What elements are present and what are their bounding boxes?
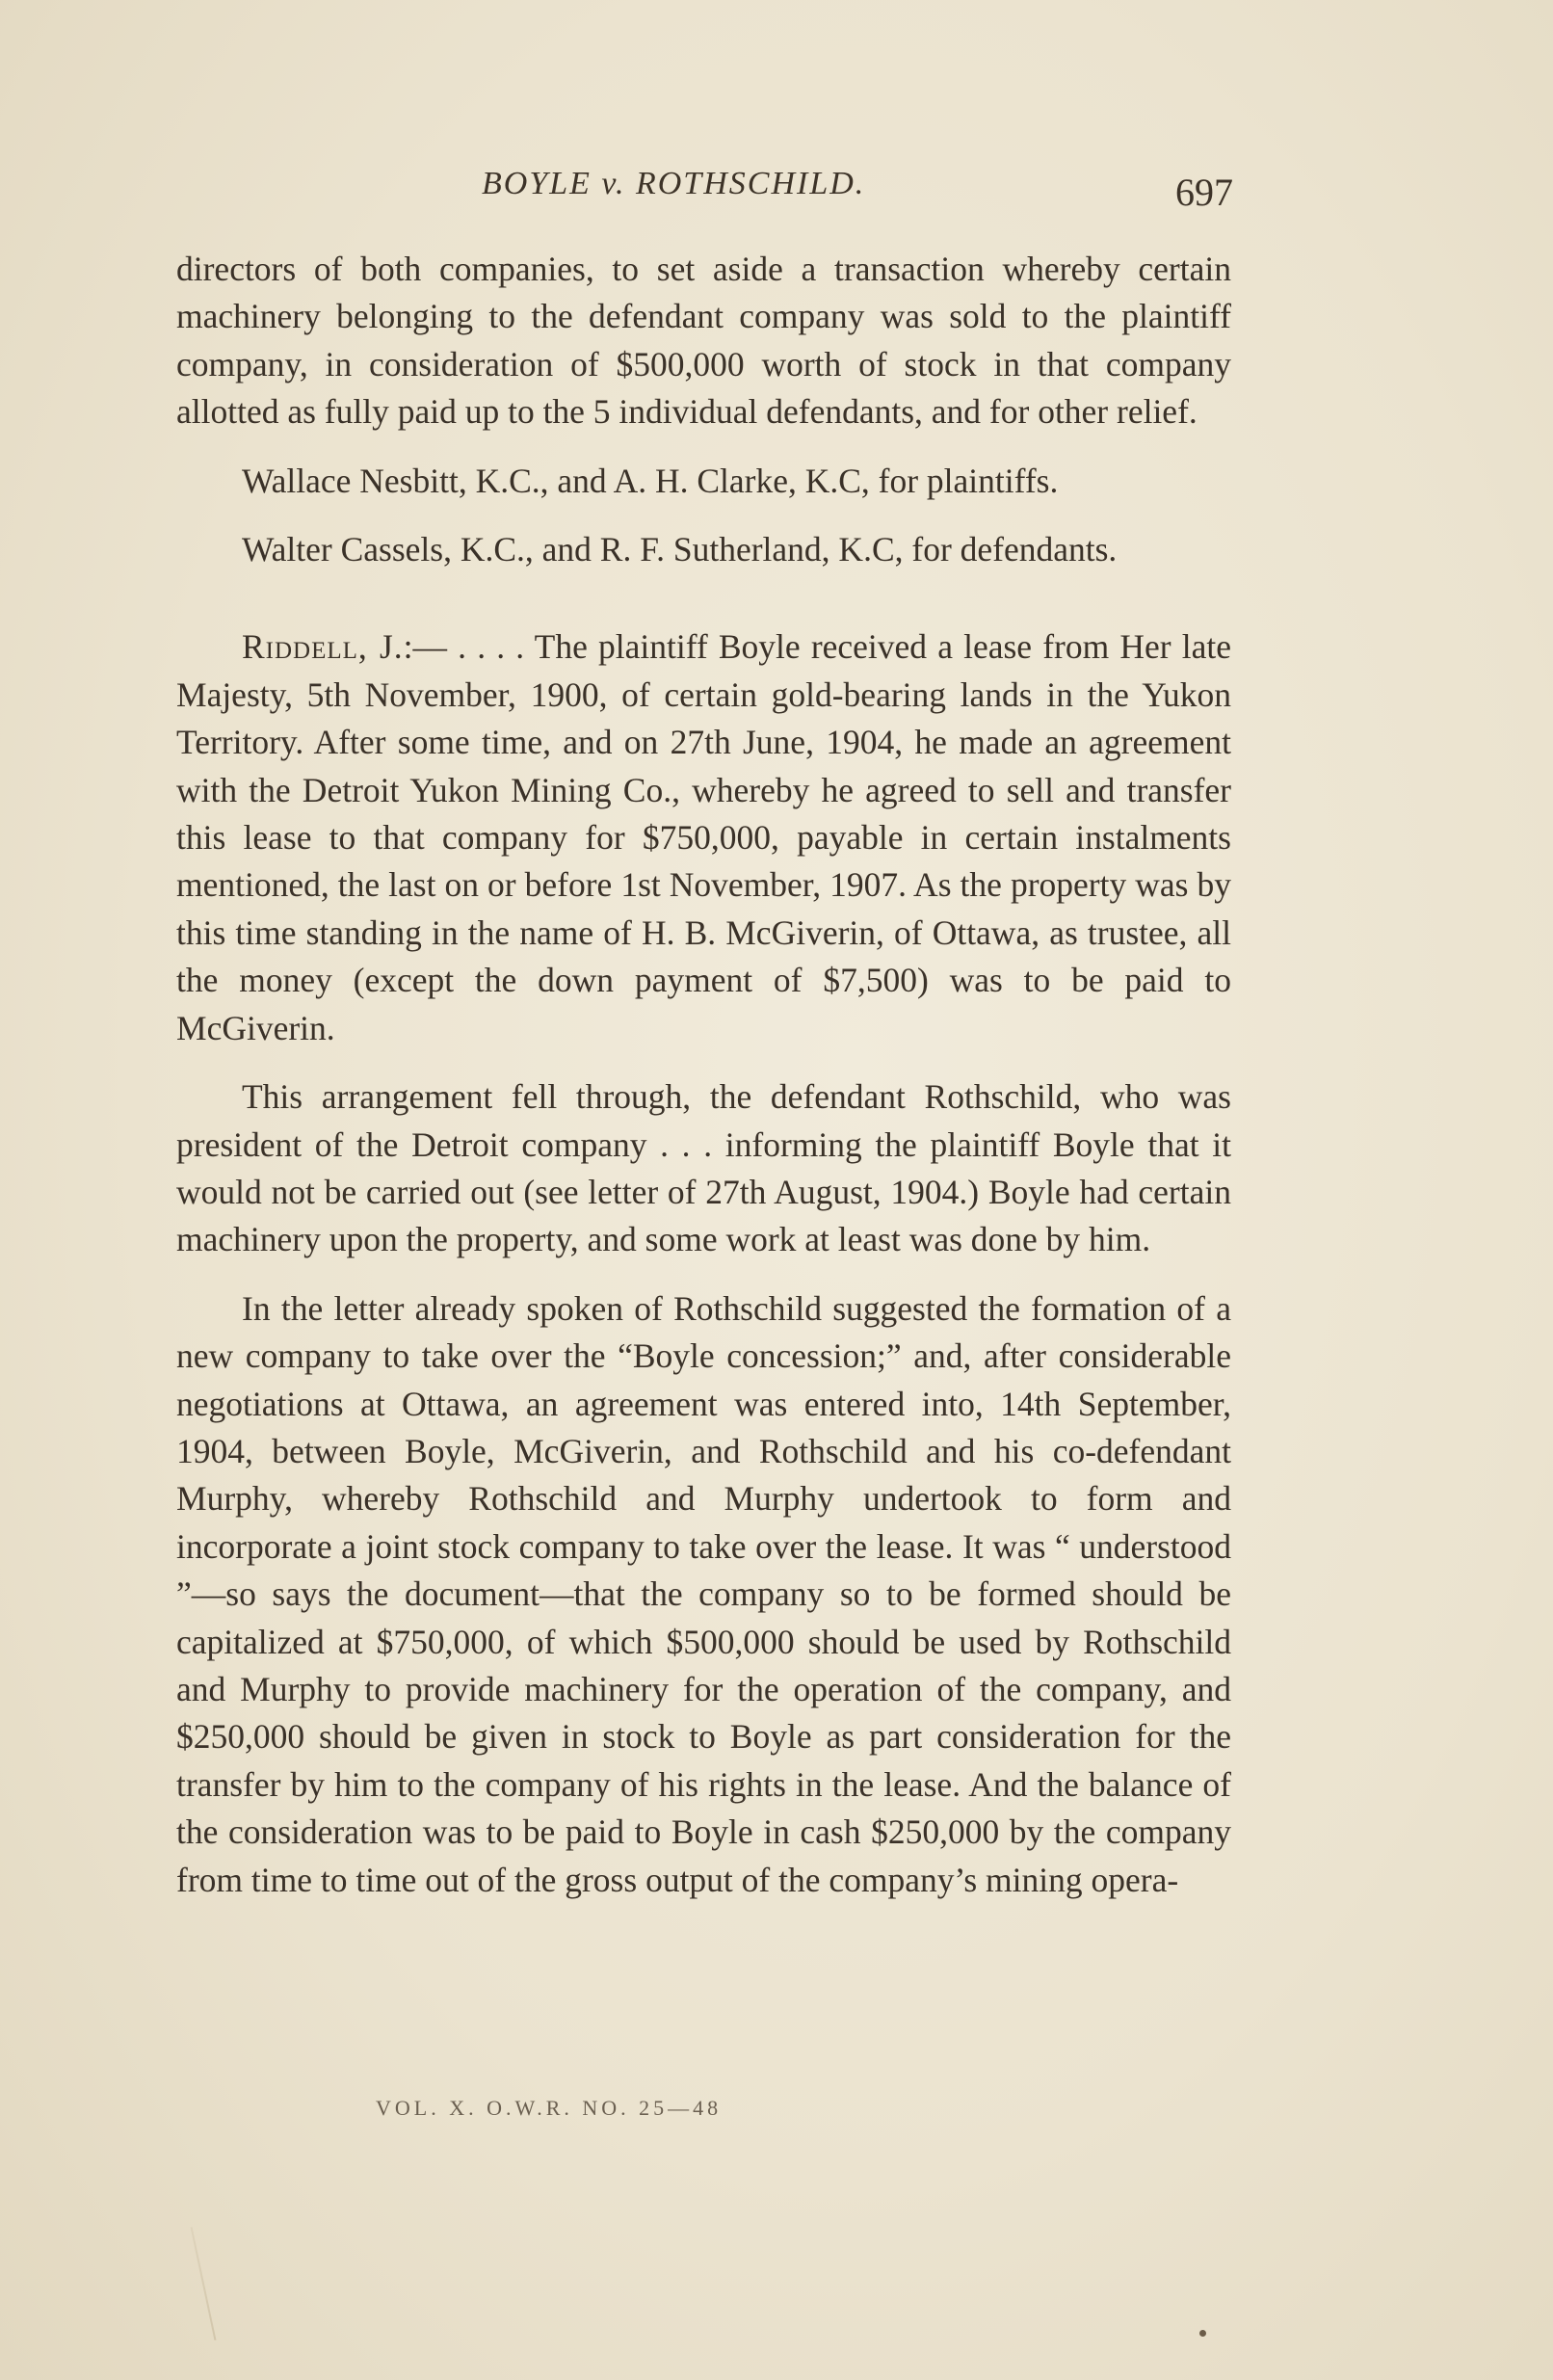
paper-speck <box>1199 2330 1206 2337</box>
page-number: 697 <box>1175 171 1233 214</box>
paragraph-letter: In the letter already spoken of Rothschild suggested the formation of a new company to take over the “Boyle concession;” and, after considerable negotiations at Ottawa, an agreement was entered into, 14th September, 1904, between Boyle, McGiverin, and Rothschild and his co-defendant Murphy, whereby Rothschild and Murphy undertook to form and incorporate a joint stock company to take over the lease. It was “ understood ”—so says the document—that the company so to be formed should be capitalized at $750,000, of which $500,000 should be used by Rothschild and Murphy to provide machinery for the operation of the company, and $250,000 should be given in stock to Boyle as part consideration for the transfer by him to the company of his rights in the lease. And the balance of the consideration was to be paid to Boyle in cash $250,000 by the company from time to time out of the gross output of the company’s mining opera- <box>176 1288 1231 1899</box>
page-header <box>173 166 1233 214</box>
paragraph-defendants-counsel: Walter Cassels, K.C., and R. F. Sutherland, K.C, for defendants. <box>242 530 1118 569</box>
paragraph-judgment-opening <box>176 623 1231 1052</box>
paragraph-plaintiffs-counsel: Wallace Nesbitt, K.C., and A. H. Clarke, K.C, for plaintiffs. <box>242 461 1059 500</box>
judgment-opening-text: :— . . . . The plaintiff Boyle received a lease from Her late Majesty, 5th November, 1900, of certain gold-bearing lands in the Yukon Territory. After some time, and on 27th June, 1904, he made an agreement with the Detroit Yukon Mining Co., whereby he agreed to sell and transfer this lease to that company for $750,000, payable in certain instalments mentioned, the last on or before 1st November, 1907. As the property was by this time standing in the name of H. B. McGiverin, of Ottawa, as trustee, all the money (except the down payment of $7,500) was to be paid to McGiverin. <box>176 627 1231 1047</box>
running-head: BOYLE v. ROTHSCHILD. <box>482 166 866 201</box>
paper-crease <box>191 2227 217 2340</box>
paragraph-arrangement: This arrangement fell through, the defendant Rothschild, who was president of the Detroit company . . . informing the plaintiff Boyle that it would not be carried out (see letter of 27th August, 1904.) Boyle had certain machinery upon the property, and some work at least was done by him. <box>176 1077 1231 1259</box>
judge-name: Riddell, J. <box>242 627 404 667</box>
paragraph-case-description: directors of both companies, to set aside a transaction whereby certain machinery belonging to the defendant company was sold to the plaintiff company, in consideration of $500,000 worth of stock in that company allotted as fully paid up to the 5 individual defendants, and for other relief. <box>176 250 1231 432</box>
body-text <box>176 246 1231 1904</box>
signature-mark: VOL. X. O.W.R. NO. 25—48 <box>376 2096 723 2120</box>
